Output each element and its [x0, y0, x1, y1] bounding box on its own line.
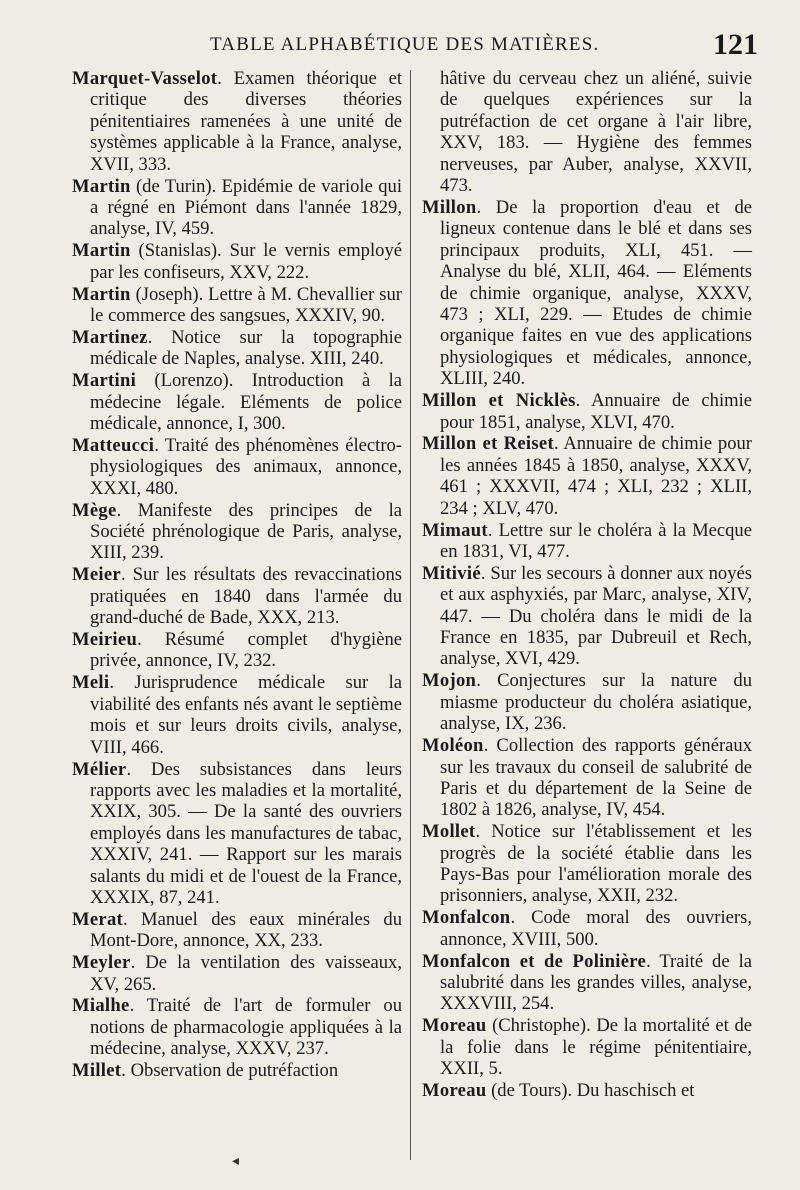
entry-text: . Manuel des eaux minérales du Mont-Dore, annonce, XX, 233.: [90, 908, 402, 952]
index-entry: [72, 1060, 402, 1081]
index-entry: [422, 520, 752, 563]
index-entry: [72, 327, 402, 370]
index-entry: [422, 821, 752, 907]
entry-text: . Jurisprudence médicale sur la viabilité des enfants nés avant le septième mois et sur leurs droits civils, analyse, VIII, 466.: [90, 672, 402, 758]
entry-name: Monfalcon et de Polinière: [422, 950, 647, 972]
entry-text: . Sur les résultats des revaccinations pratiquées en 1840 dans l'armée du grand-duché de Bade, XXX, 213.: [90, 564, 402, 629]
entry-name: Moreau: [422, 1080, 487, 1102]
entry-text: . Résumé complet d'hygiène privée, annonce, IV, 232.: [90, 629, 402, 672]
index-entry: [422, 197, 752, 390]
entry-name: Monfalcon: [422, 907, 511, 929]
index-entry: [422, 433, 752, 519]
index-entry: [72, 284, 402, 327]
index-entry: [422, 68, 752, 196]
index-entry: [72, 564, 402, 628]
index-entry: [72, 435, 402, 499]
page-number: 121: [713, 28, 758, 61]
index-entry: [422, 907, 752, 950]
right-column: [422, 68, 752, 1102]
index-entry: [422, 1080, 752, 1101]
entry-name: Martinez: [72, 326, 148, 348]
entry-text: . Traité de la salubrité dans les grandes villes, analyse, XXXVIII, 254.: [440, 950, 752, 1015]
running-title: TABLE ALPHABÉTIQUE DES MATIÈRES.: [210, 34, 600, 55]
index-entry: [72, 629, 402, 672]
entry-name: Mège: [72, 499, 117, 521]
entry-name: Moreau: [422, 1015, 487, 1037]
entry-name: Moléon: [422, 735, 484, 757]
entry-text: . Collection des rapports généraux sur les travaux du conseil de salubrité de Paris et du département de la Seine de 1802 à 1826, analyse, IV, 454.: [440, 735, 752, 821]
entry-name: Matteucci: [72, 434, 155, 456]
entry-name: Meli: [72, 672, 110, 694]
left-column: [72, 68, 402, 1082]
entry-name: Merat: [72, 908, 124, 930]
entry-name: Mitivié: [422, 562, 481, 584]
entry-name: Martin: [72, 175, 131, 197]
footer-ornament: ◂: [232, 1154, 240, 1169]
index-entry: [72, 909, 402, 952]
index-entry: [422, 390, 752, 433]
entry-text: . Lettre sur le choléra à la Mecque en 1831, VI, 477.: [440, 519, 752, 562]
entry-name: Martini: [72, 370, 137, 392]
column-divider: [410, 70, 411, 1160]
entry-name: Mollet: [422, 821, 476, 843]
entry-name: Martin: [72, 283, 131, 305]
entry-name: Millet: [72, 1060, 122, 1082]
index-entry: [72, 240, 402, 283]
index-entry: [422, 563, 752, 670]
entry-text: . Traité de l'art de formuler ou notions de pharmacologie appliquées à la médecine, analyse, XXXV, 237.: [90, 995, 402, 1060]
entry-text: (Joseph). Lettre à M. Chevallier sur le commerce des sangsues, XXXIV, 90.: [90, 283, 402, 326]
entry-name: Millon et Reiset: [422, 433, 554, 455]
entry-name: Meier: [72, 564, 121, 586]
entry-text: (Stanislas). Sur le vernis employé par les confiseurs, XXV, 222.: [90, 240, 402, 283]
entry-text: . Traité des phénomènes électro-physiologiques des animaux, annonce, XXXI, 480.: [90, 434, 402, 499]
index-entry: [72, 500, 402, 564]
entry-text: . De la proportion d'eau et de ligneux contenue dans le blé et dans ses principaux produits, XLI, 451. — Analyse du blé, XLII, 464. — Eléments de chimie organique, analyse, XXXV, 473 ; XLI, 229. — Etudes de chimie organique faites en vue des applications physiologiques et médicales, annonce, XLIII, 240.: [440, 196, 752, 390]
index-entry: [72, 995, 402, 1059]
entry-name: Martin: [72, 240, 131, 262]
entry-text: (Lorenzo). Introduction à la médecine légale. Eléments de police médicale, annonce, I, 300.: [90, 370, 402, 434]
entry-name: Millon et Nicklès: [422, 390, 576, 412]
index-entry: [72, 68, 402, 175]
index-entry: [72, 672, 402, 758]
index-entry: [72, 176, 402, 240]
index-entry: [72, 952, 402, 995]
entry-text: hâtive du cerveau chez un aliéné, suivie de quelques expériences sur la putréfaction de cet organe à l'air libre, XXV, 183. — Hygiène des femmes nerveuses, par Auber, analyse, XXVII, 473.: [440, 68, 752, 197]
index-entry: [72, 759, 402, 909]
entry-text: . Sur les secours à donner aux noyés et aux asphyxiés, par Marc, analyse, XIV, 447. — Du choléra dans le midi de la France en 1835, par Dubreuil et Rech, analyse, XVI, 429.: [440, 562, 752, 670]
entry-name: Mimaut: [422, 519, 488, 541]
entry-text: . Observation de putréfaction: [121, 1060, 339, 1082]
entry-text: . Des subsistances dans leurs rapports avec les maladies et la mortalité, XXIX, 305. — De la santé des ouvriers employés dans les manufactures de tabac, XXXIV, 241. — Rapport sur les marais salants du midi et de l'ouest de la France, XXXIX, 87, 241.: [90, 758, 402, 908]
entry-name: Millon: [422, 196, 477, 218]
entry-text: . Conjectures sur la nature du miasme producteur du choléra asiatique, analyse, IX, 236.: [440, 670, 752, 735]
entry-text: (de Tours). Du haschisch et: [486, 1080, 695, 1102]
entry-text: . Manifeste des principes de la Société phrénologique de Paris, analyse, XIII, 239.: [90, 499, 402, 564]
entry-text: . De la ventilation des vaisseaux, XV, 265.: [90, 952, 402, 995]
index-entry: [422, 735, 752, 821]
entry-text: . Notice sur la topographie médicale de Naples, analyse. XIII, 240.: [90, 326, 402, 370]
entry-text: (Christophe). De la mortalité et de la folie dans le régime pénitentiaire, XXII, 5.: [440, 1015, 752, 1080]
index-entry: [422, 670, 752, 734]
entry-text: . Code moral des ouvriers, annonce, XVIII, 500.: [440, 907, 752, 950]
entry-text: (de Turin). Epidémie de variole qui a régné en Piémont dans l'année 1829, analyse, IV, 459.: [90, 175, 402, 240]
entry-text: . Annuaire de chimie pour les années 1845 à 1850, analyse, XXXV, 461 ; XXXVII, 474 ; XLI, 232 ; XLII, 234 ; XLV, 470.: [440, 433, 752, 519]
entry-name: Mialhe: [72, 995, 130, 1017]
entry-text: . Examen théorique et critique des diverses théories pénitentiaires ramenées à une unité de systèmes applicable à la France, analyse, XVII, 333.: [90, 68, 402, 175]
index-entry: [422, 1015, 752, 1079]
entry-name: Meirieu: [72, 629, 138, 651]
index-entry: [72, 370, 402, 434]
entry-text: . Annuaire de chimie pour 1851, analyse, XLVI, 470.: [440, 390, 752, 433]
index-entry: [422, 951, 752, 1015]
entry-text: . Notice sur l'établissement et les progrès de la société établie dans les Pays-Bas pour l'amélioration morale des prisonniers, analyse, XXII, 232.: [440, 821, 752, 907]
entry-name: Marquet-Vasselot: [72, 68, 218, 89]
entry-name: Meyler: [72, 952, 131, 974]
entry-name: Mélier: [72, 758, 127, 780]
entry-name: Mojon: [422, 670, 477, 692]
running-head: [0, 28, 800, 68]
